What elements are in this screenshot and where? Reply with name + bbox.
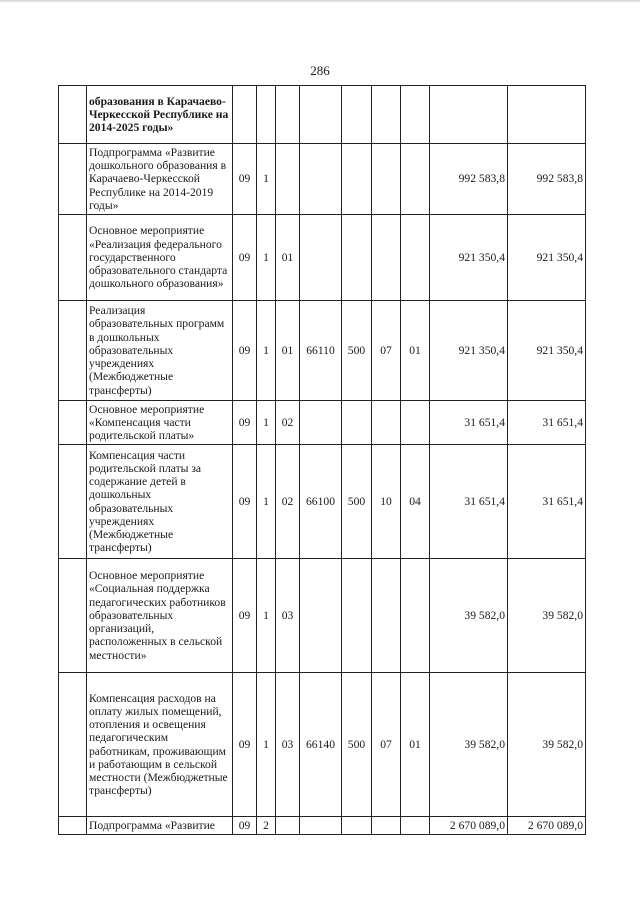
sum-cell-2: 921 350,4 <box>508 301 586 401</box>
direction-cell <box>300 215 342 301</box>
sum-cell-2: 921 350,4 <box>508 215 586 301</box>
pp-cell: 1 <box>257 401 276 445</box>
gr-cell: 09 <box>233 215 257 301</box>
rz-cell <box>372 86 401 144</box>
vr-cell: 500 <box>342 301 372 401</box>
pr-cell: 01 <box>401 673 430 817</box>
rz-cell <box>372 144 401 215</box>
om-cell: 03 <box>276 673 300 817</box>
gr-cell: 09 <box>233 445 257 559</box>
pp-cell: 1 <box>257 301 276 401</box>
direction-cell <box>300 559 342 673</box>
direction-cell <box>300 817 342 835</box>
blank-cell <box>59 144 87 215</box>
rz-cell <box>372 215 401 301</box>
sum-cell-2 <box>508 86 586 144</box>
pr-cell: 04 <box>401 445 430 559</box>
sum-cell-1 <box>430 86 508 144</box>
sum-cell-1: 2 670 089,0 <box>430 817 508 835</box>
direction-cell <box>300 86 342 144</box>
pp-cell: 1 <box>257 144 276 215</box>
vr-cell <box>342 215 372 301</box>
pr-cell <box>401 215 430 301</box>
sum-cell-2: 31 651,4 <box>508 445 586 559</box>
blank-cell <box>59 301 87 401</box>
vr-cell <box>342 817 372 835</box>
direction-cell: 66140 <box>300 673 342 817</box>
item-name-cell: образования в Карачаево-Черкесской Республике на 2014-2025 годы» <box>87 86 233 144</box>
pp-cell: 1 <box>257 559 276 673</box>
table-row <box>59 86 586 144</box>
sum-cell-1: 39 582,0 <box>430 559 508 673</box>
pp-cell: 2 <box>257 817 276 835</box>
sum-cell-1: 31 651,4 <box>430 445 508 559</box>
table-row <box>59 401 586 445</box>
gr-cell: 09 <box>233 673 257 817</box>
blank-cell <box>59 673 87 817</box>
om-cell: 03 <box>276 559 300 673</box>
vr-cell <box>342 559 372 673</box>
gr-cell: 09 <box>233 301 257 401</box>
sum-cell-1: 921 350,4 <box>430 301 508 401</box>
pr-cell <box>401 817 430 835</box>
om-cell: 02 <box>276 445 300 559</box>
page-number: 286 <box>310 63 330 78</box>
pr-cell <box>401 86 430 144</box>
vr-cell: 500 <box>342 445 372 559</box>
pr-cell <box>401 401 430 445</box>
gr-cell <box>233 86 257 144</box>
sum-cell-1: 921 350,4 <box>430 215 508 301</box>
table-row <box>59 445 586 559</box>
pp-cell: 1 <box>257 673 276 817</box>
vr-cell <box>342 401 372 445</box>
blank-cell <box>59 445 87 559</box>
table-row <box>59 817 586 835</box>
item-name-cell: Основное мероприятие «Компенсация части родительской платы» <box>87 401 233 445</box>
vr-cell <box>342 144 372 215</box>
item-name-cell: Подпрограмма «Развитие дошкольного образования в Карачаево-Черкесской Республике на 2014-2019 годы» <box>87 144 233 215</box>
sum-cell-1: 31 651,4 <box>430 401 508 445</box>
blank-cell <box>59 559 87 673</box>
scan-edge <box>0 0 640 3</box>
pr-cell: 01 <box>401 301 430 401</box>
blank-cell <box>59 215 87 301</box>
rz-cell: 10 <box>372 445 401 559</box>
item-name-cell: Подпрограмма «Развитие <box>87 817 233 835</box>
pp-cell: 1 <box>257 215 276 301</box>
gr-cell: 09 <box>233 144 257 215</box>
direction-cell: 66110 <box>300 301 342 401</box>
rz-cell: 07 <box>372 301 401 401</box>
om-cell: 01 <box>276 301 300 401</box>
sum-cell-2: 39 582,0 <box>508 673 586 817</box>
vr-cell <box>342 86 372 144</box>
item-name-cell: Основное мероприятие «Социальная поддержка педагогических работников образовательных организаций, расположенных в сельской местности» <box>87 559 233 673</box>
table-body <box>59 86 586 835</box>
direction-cell <box>300 401 342 445</box>
gr-cell: 09 <box>233 401 257 445</box>
table-row <box>59 559 586 673</box>
om-cell <box>276 144 300 215</box>
vr-cell: 500 <box>342 673 372 817</box>
item-name-cell: Компенсация расходов на оплату жилых помещений, отопления и освещения педагогическим работникам, проживающим и работающим в сельской местности (Межбюджетные трансферты) <box>87 673 233 817</box>
direction-cell <box>300 144 342 215</box>
rz-cell: 07 <box>372 673 401 817</box>
table-row <box>59 301 586 401</box>
rz-cell <box>372 559 401 673</box>
om-cell <box>276 86 300 144</box>
pp-cell <box>257 86 276 144</box>
sum-cell-2: 31 651,4 <box>508 401 586 445</box>
om-cell <box>276 817 300 835</box>
table-row <box>59 673 586 817</box>
pr-cell <box>401 144 430 215</box>
sum-cell-2: 2 670 089,0 <box>508 817 586 835</box>
sum-cell-2: 992 583,8 <box>508 144 586 215</box>
blank-cell <box>59 401 87 445</box>
item-name-cell: Компенсация части родительской платы за содержание детей в дошкольных образовательных учреждениях (Межбюджетные трансферты) <box>87 445 233 559</box>
rz-cell <box>372 401 401 445</box>
budget-table <box>58 85 586 835</box>
sum-cell-2: 39 582,0 <box>508 559 586 673</box>
table-row <box>59 215 586 301</box>
gr-cell: 09 <box>233 817 257 835</box>
om-cell: 01 <box>276 215 300 301</box>
pr-cell <box>401 559 430 673</box>
sum-cell-1: 39 582,0 <box>430 673 508 817</box>
direction-cell: 66100 <box>300 445 342 559</box>
item-name-cell: Реализация образовательных программ в дошкольных образовательных учреждениях (Межбюджетные трансферты) <box>87 301 233 401</box>
blank-cell <box>59 86 87 144</box>
blank-cell <box>59 817 87 835</box>
rz-cell <box>372 817 401 835</box>
om-cell: 02 <box>276 401 300 445</box>
item-name-cell: Основное мероприятие «Реализация федерального государственного образовательного стандарта дошкольного образования» <box>87 215 233 301</box>
pp-cell: 1 <box>257 445 276 559</box>
sum-cell-1: 992 583,8 <box>430 144 508 215</box>
gr-cell: 09 <box>233 559 257 673</box>
table-row <box>59 144 586 215</box>
